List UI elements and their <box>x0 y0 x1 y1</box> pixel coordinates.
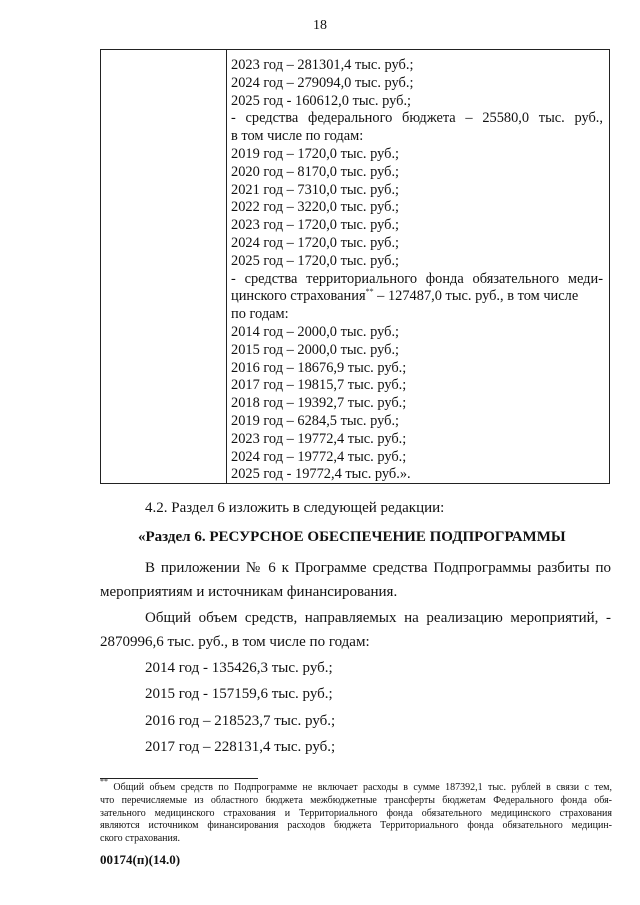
table-line: 2023 год – 1720,0 тыс. руб.; <box>231 217 400 234</box>
year-funding-line: 2017 год – 228131,4 тыс. руб.; <box>145 739 336 755</box>
table-line-part: – 127487,0 тыс. руб., в том числе <box>373 288 579 305</box>
table-line: 2025 год - 19772,4 тыс. руб.». <box>231 466 411 483</box>
funding-table <box>100 49 610 484</box>
footnote-line: являются источником финансирования расходов бюджета Территориального фонда обязательного медицин- <box>100 820 612 832</box>
table-line: - средства федерального бюджета – 25580,0 тыс. руб., <box>231 110 603 127</box>
table-line-part: цинского страхования <box>231 288 366 305</box>
footnote-separator <box>100 778 258 779</box>
footnote-ref: ** <box>365 287 374 297</box>
amendment-item: 4.2. Раздел 6 изложить в следующей редакции: <box>145 500 445 516</box>
footnote-line: ского страхования. <box>100 833 180 845</box>
footnote-marker: ** <box>100 777 108 786</box>
footnote-line-text: Общий объем средств по Подпрограмме не включает расходы в сумме 187392,1 тыс. рублей в связи с тем, <box>108 782 612 793</box>
footnote-line: что перечисляемые из областного бюджета межбюджетные трансферты бюджетам Федерального фонда обя- <box>100 794 612 806</box>
paragraph-line: В приложении № 6 к Программе средства Подпрограммы разбиты по <box>145 560 611 576</box>
paragraph-line: 2870996,6 тыс. руб., в том числе по годам: <box>100 634 370 650</box>
table-line: 2014 год – 2000,0 тыс. руб.; <box>231 323 400 340</box>
table-line: - средства территориального фонда обязательного меди- <box>231 270 603 287</box>
table-line: 2018 год – 19392,7 тыс. руб.; <box>231 395 407 412</box>
paragraph-line: Общий объем средств, направляемых на реализацию мероприятий, - <box>145 610 611 626</box>
footnote-line: зательного медицинского страхования и Территориального фонда обязательного медицинского страхования <box>100 807 612 819</box>
table-line: 2022 год – 3220,0 тыс. руб.; <box>231 199 400 216</box>
table-line: 2023 год – 19772,4 тыс. руб.; <box>231 430 407 447</box>
document-code: 00174(п)(14.0) <box>100 852 181 867</box>
table-line: 2020 год – 8170,0 тыс. руб.; <box>231 163 400 180</box>
year-funding-line: 2016 год – 218523,7 тыс. руб.; <box>145 713 336 729</box>
table-line: в том числе по годам: <box>231 128 364 145</box>
table-line: 2024 год – 19772,4 тыс. руб.; <box>231 448 407 465</box>
year-funding-line: 2014 год - 135426,3 тыс. руб.; <box>145 660 333 676</box>
table-line: 2024 год – 279094,0 тыс. руб.; <box>231 74 414 91</box>
paragraph-line: мероприятиям и источникам финансирования. <box>100 584 398 600</box>
footnote <box>100 777 612 846</box>
table-line: 2015 год – 2000,0 тыс. руб.; <box>231 341 400 358</box>
table-line-with-note <box>231 288 603 306</box>
table-line: 2016 год – 18676,9 тыс. руб.; <box>231 359 407 376</box>
table-line: 2025 год – 1720,0 тыс. руб.; <box>231 252 400 269</box>
table-line: 2024 год – 1720,0 тыс. руб.; <box>231 234 400 251</box>
table-line: 2021 год – 7310,0 тыс. руб.; <box>231 181 400 198</box>
page-number: 18 <box>313 18 327 33</box>
table-line: 2023 год – 281301,4 тыс. руб.; <box>231 57 414 73</box>
footnote-line <box>100 777 612 795</box>
table-line: по годам: <box>231 306 289 323</box>
year-funding-line: 2015 год - 157159,6 тыс. руб.; <box>145 686 333 702</box>
table-line: 2019 год – 1720,0 тыс. руб.; <box>231 145 400 162</box>
table-line: 2025 год - 160612,0 тыс. руб.; <box>231 92 412 109</box>
section-title: «Раздел 6. РЕСУРСНОЕ ОБЕСПЕЧЕНИЕ ПОДПРОГРАММЫ <box>138 529 566 545</box>
table-funding-column <box>231 57 603 484</box>
table-line: 2019 год – 6284,5 тыс. руб.; <box>231 412 400 429</box>
table-column-divider <box>226 50 227 483</box>
table-line: 2017 год – 19815,7 тыс. руб.; <box>231 377 407 394</box>
